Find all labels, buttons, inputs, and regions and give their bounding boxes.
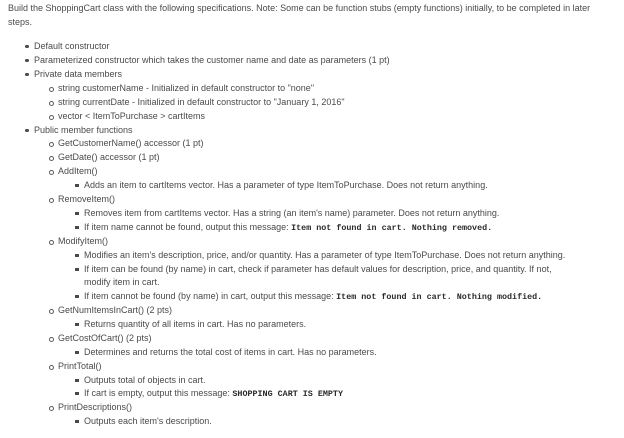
list-item bbox=[58, 304, 172, 316]
list-item-text: Outputs total of objects in cart. bbox=[84, 375, 206, 385]
list-item-text: modify item in cart. bbox=[84, 277, 160, 287]
bullet-marker bbox=[25, 59, 29, 63]
bullet-marker bbox=[75, 392, 79, 396]
list-item bbox=[84, 263, 552, 275]
list-item-text: Outputs each item's description. bbox=[84, 416, 212, 426]
list-item-text: Private data members bbox=[34, 69, 123, 79]
bullet-marker bbox=[49, 170, 54, 175]
list-item-text: vector < ItemToPurchase > cartItems bbox=[58, 111, 206, 121]
list-item bbox=[84, 387, 343, 400]
bullet-marker bbox=[75, 420, 79, 424]
list-item-text: string customerName - Initialized in default constructor to "none" bbox=[58, 83, 315, 93]
list-item-text: Determines and returns the total cost of items in cart. Has no parameters. bbox=[84, 347, 377, 357]
bullet-marker bbox=[75, 268, 79, 272]
bullet-marker bbox=[75, 212, 79, 216]
list-item-text: Adds an item to cartItems vector. Has a parameter of type ItemToPurchase. Does not return anything. bbox=[84, 180, 488, 190]
list-item-text: GetNumItemsInCart() (2 pts) bbox=[58, 305, 173, 315]
list-item-text: Removes item from cartItems vector. Has a string (an item's name) parameter. Does not return anything. bbox=[84, 208, 500, 218]
list-item bbox=[58, 235, 108, 247]
list-item bbox=[34, 68, 122, 80]
bullet-marker bbox=[49, 156, 54, 161]
list-item-text: Returns quantity of all items in cart. Has no parameters. bbox=[84, 319, 307, 329]
list-item-text: PrintDescriptions() bbox=[58, 402, 133, 412]
list-item bbox=[84, 249, 565, 261]
list-item-text: If item can be found (by name) in cart, check if parameter has default values for description, price, and quantity. If not, bbox=[84, 264, 552, 274]
output-message-code: SHOPPING CART IS EMPTY bbox=[232, 389, 343, 399]
list-item-text: RemoveItem() bbox=[58, 194, 116, 204]
list-item bbox=[34, 40, 110, 52]
list-item bbox=[58, 332, 152, 344]
list-item bbox=[84, 374, 206, 386]
list-item bbox=[58, 193, 115, 205]
bullet-marker bbox=[75, 323, 79, 327]
list-item bbox=[58, 137, 204, 149]
bullet-marker bbox=[49, 115, 54, 120]
bullet-marker bbox=[49, 365, 54, 370]
bullet-marker bbox=[49, 101, 54, 106]
output-message-code: Item not found in cart. Nothing removed. bbox=[291, 223, 493, 233]
list-item-text: If cart is empty, output this message: bbox=[84, 388, 233, 398]
bullet-marker bbox=[49, 309, 54, 314]
list-item bbox=[34, 124, 133, 136]
list-item bbox=[58, 82, 314, 94]
list-item-text: Public member functions bbox=[34, 125, 133, 135]
list-item bbox=[58, 360, 102, 372]
bullet-marker bbox=[49, 142, 54, 147]
list-item bbox=[58, 401, 132, 413]
bullet-marker bbox=[25, 73, 29, 77]
bullet-marker bbox=[75, 184, 79, 188]
bullet-marker bbox=[49, 87, 54, 92]
list-item-text: ModifyItem() bbox=[58, 236, 109, 246]
list-item-text: Parameterized constructor which takes the customer name and date as parameters (1 pt) bbox=[34, 55, 390, 65]
list-item-text: Modifies an item's description, price, and/or quantity. Has a parameter of type ItemToPurchase. Does not return anything. bbox=[84, 250, 566, 260]
list-item bbox=[84, 207, 499, 219]
bullet-marker bbox=[75, 379, 79, 383]
list-item bbox=[84, 179, 488, 191]
bullet-marker bbox=[75, 226, 79, 230]
list-item bbox=[84, 346, 377, 358]
list-item bbox=[84, 276, 160, 288]
list-item-text: If item name cannot be found, output this message: bbox=[84, 222, 292, 232]
bullet-marker bbox=[75, 254, 79, 258]
list-item-text: AddItem() bbox=[58, 166, 98, 176]
list-item-text: string currentDate - Initialized in default constructor to "January 1, 2016" bbox=[58, 97, 345, 107]
list-item bbox=[84, 415, 212, 427]
list-item bbox=[84, 290, 542, 303]
list-item bbox=[58, 110, 205, 122]
list-item bbox=[34, 54, 390, 66]
output-message-code: Item not found in cart. Nothing modified. bbox=[336, 292, 543, 302]
bullet-marker bbox=[49, 240, 54, 245]
list-item bbox=[84, 221, 492, 234]
bullet-marker bbox=[49, 198, 54, 203]
list-item-text: GetDate() accessor (1 pt) bbox=[58, 152, 160, 162]
list-item-text: GetCustomerName() accessor (1 pt) bbox=[58, 138, 204, 148]
bullet-marker bbox=[75, 351, 79, 355]
list-item-text: Default constructor bbox=[34, 41, 110, 51]
bullet-marker bbox=[49, 406, 54, 411]
list-item-text: GetCostOfCart() (2 pts) bbox=[58, 333, 152, 343]
intro-paragraph: Build the ShoppingCart class with the following specifications. Note: Some can be function stubs (empty functions) initially, to be completed in later steps. bbox=[8, 3, 591, 27]
list-item-text: If item cannot be found (by name) in cart, output this message: bbox=[84, 291, 337, 301]
bullet-marker bbox=[75, 295, 79, 299]
bullet-marker bbox=[25, 129, 29, 133]
list-item-text: PrintTotal() bbox=[58, 361, 102, 371]
bullet-marker bbox=[25, 45, 29, 49]
list-item bbox=[58, 151, 160, 163]
list-item bbox=[84, 318, 306, 330]
list-item bbox=[58, 165, 98, 177]
bullet-marker bbox=[49, 337, 54, 342]
list-item bbox=[58, 96, 345, 108]
